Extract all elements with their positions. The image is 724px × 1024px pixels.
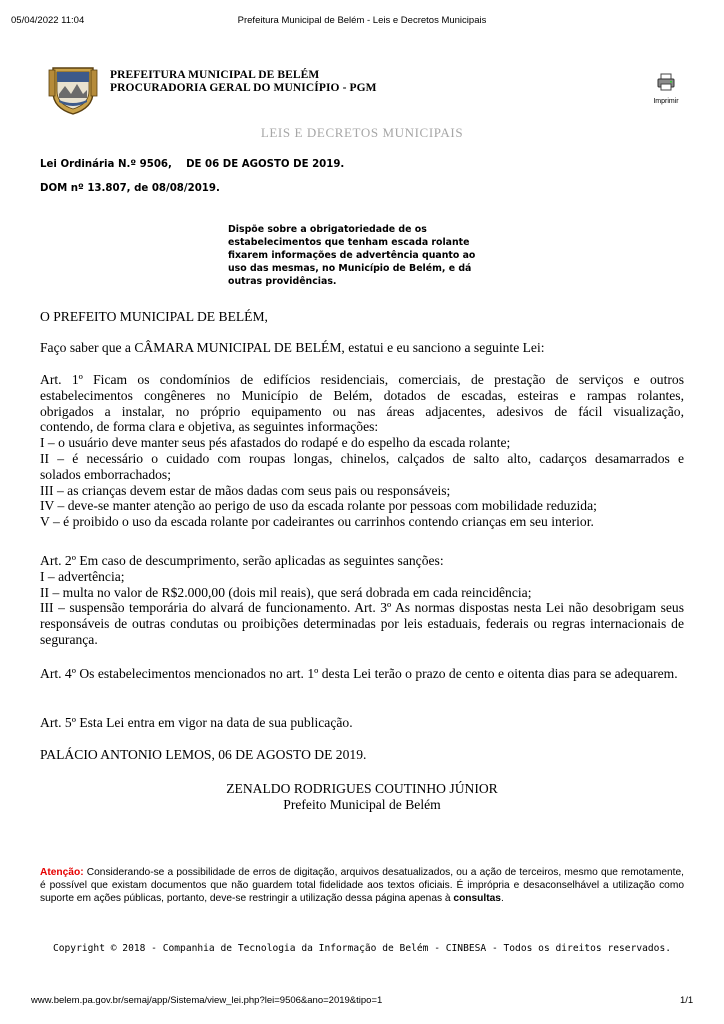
- signer-name: ZENALDO RODRIGUES COUTINHO JÚNIOR: [226, 781, 498, 796]
- org-name: PREFEITURA MUNICIPAL DE BELÉM: [110, 69, 320, 81]
- article-5: Art. 5º Esta Lei entra em vigor na data de sua publicação.: [40, 715, 353, 730]
- disclaimer-end: .: [500, 893, 504, 904]
- law-ementa: Dispõe sobre a obrigatoriedade de os estabelecimentos que tenham escada rolante fixarem informações de advertência quanto ao uso das mesmas, no Município de Belém, e dá outras providências.: [228, 224, 476, 287]
- article-line: I – advertência;: [40, 568, 125, 584]
- article-4: Art. 4º Os estabelecimentos mencionados no art. 1º desta Lei terão o prazo de cento e oitenta dias para se adequarem.: [40, 666, 678, 681]
- article-line: solados emborrachados;: [40, 466, 171, 482]
- print-url: www.belem.pa.gov.br/semaj/app/Sistema/view_lei.php?lei=9506&ano=2019&tipo=1: [31, 995, 383, 1006]
- article-line: II – multa no valor de R$2.000,00 (dois mil reais), que será dobrada em cada reincidência;: [40, 584, 532, 600]
- article-line: I – o usuário deve manter seus pés afastados do rodapé e do espelho da escada rolante;: [40, 435, 511, 451]
- article-2: [40, 553, 684, 648]
- signing-place-date: PALÁCIO ANTONIO LEMOS, 06 DE AGOSTO DE 2019.: [40, 747, 367, 762]
- signature-block: [0, 781, 724, 813]
- disclaimer-emphasis: consultas: [453, 893, 501, 904]
- print-button[interactable]: [646, 72, 686, 105]
- printer-icon: [656, 79, 676, 96]
- section-title: LEIS E DECRETOS MUNICIPAIS: [260, 125, 464, 140]
- article-line: V – é proibido o uso da escada rolante por cadeirantes ou carrinhos contendo crianças em seu interior.: [40, 514, 594, 530]
- belem-coat-of-arms-icon: [47, 64, 99, 116]
- article-line: Art. 1º Ficam os condomínios de edifícios residenciais, comerciais, de prestação de serviços e outros: [40, 372, 684, 387]
- article-line: II – é necessário o cuidado com roupas longas, chinelos, calçados de salto alto, cadarços desamarrados e: [40, 450, 684, 466]
- disclaimer-text: Considerando-se a possibilidade de erros de digitação, arquivos desatualizados, ou a ação de terceiros, mesmo que remotamente, é possível que existam documentos que não guardem total fidelidade aos textos oficiais. É imprópria e desaconselhável a utilização como suporte em ações públicas, portanto, deve-se restringir a utilização dessa página apenas à: [40, 867, 684, 904]
- article-line: III – as crianças devem estar de mãos dadas com seus pais ou responsáveis;: [40, 482, 451, 498]
- print-page-title: Prefeitura Municipal de Belém - Leis e Decretos Municipais: [237, 15, 487, 26]
- article-line: III – suspensão temporária do alvará de funcionamento. Art. 3º As normas dispostas nesta Lei não desobrigam seus responsáveis de outras condutas ou proibições determinadas por leis estaduais, federais ou regras internacionais de segurança.: [40, 600, 684, 647]
- article-line: contendo, de forma clara e objetiva, as seguintes informações:: [40, 419, 379, 435]
- law-number: Lei Ordinária N.º 9506, DE 06 DE AGOSTO DE 2019.: [40, 159, 345, 170]
- print-label: Imprimir: [653, 98, 679, 105]
- disclaimer-notice: [40, 866, 684, 905]
- article-line: Art. 2º Em caso de descumprimento, serão aplicadas as seguintes sanções:: [40, 553, 444, 568]
- article-line: IV – deve-se manter atenção ao perigo de uso da escada rolante por pessoas com mobilidade reduzida;: [40, 498, 597, 514]
- article-line: obrigados a instalar, no próprio equipamento ou nas áreas adjacentes, adesivos de fácil visualização,: [40, 403, 684, 419]
- org-department: PROCURADORIA GERAL DO MUNICÍPIO - PGM: [110, 82, 377, 94]
- article-line: estabelecimentos congêneres no Município de Belém, dotados de escadas, esteiras e rampas rolantes,: [40, 387, 684, 403]
- print-page-number: 1/1: [680, 995, 694, 1006]
- dom-publication: DOM nº 13.807, de 08/08/2019.: [40, 183, 220, 194]
- attention-label: Atenção:: [40, 867, 84, 878]
- copyright-notice: Copyright © 2018 - Companhia de Tecnologia da Informação de Belém - CINBESA - Todos os direitos reservados.: [52, 943, 672, 954]
- signer-title: Prefeito Municipal de Belém: [283, 796, 441, 812]
- print-datetime: 05/04/2022 11:04: [11, 15, 85, 26]
- opening-line: O PREFEITO MUNICIPAL DE BELÉM,: [40, 309, 268, 324]
- enactment-line: Faço saber que a CÂMARA MUNICIPAL DE BELÉM, estatui e eu sanciono a seguinte Lei:: [40, 340, 545, 355]
- article-1: [40, 372, 684, 530]
